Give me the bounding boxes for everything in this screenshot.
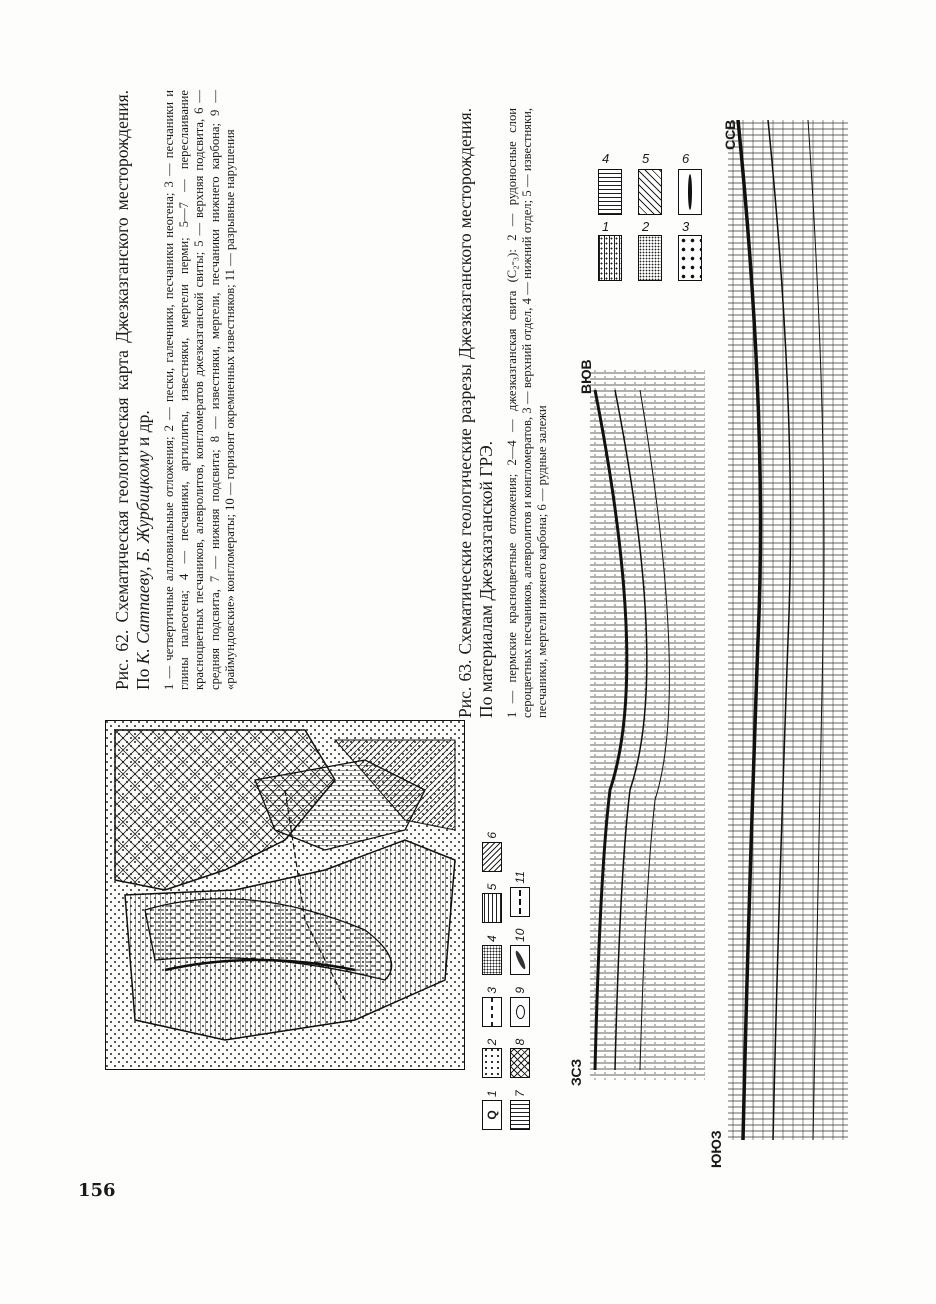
section-legend-swatch-2 [638, 235, 662, 281]
fault-line-icon [519, 890, 521, 914]
figure-62-title-end: и др. [133, 410, 154, 451]
figure-62-author-1: К. Сатпаеву, [133, 566, 154, 665]
legend-swatch-1 [482, 1100, 502, 1130]
legend-item-6 [482, 832, 502, 872]
figure-63-title: Рис. 63. Схематические геологические разрезы Джезказганского месторождения. По материалам Джезказганской ГРЭ. [455, 108, 497, 718]
section-legend-label-1: 1 [602, 219, 610, 234]
figure-62-title [112, 90, 155, 690]
legend-item-5 [482, 884, 502, 924]
figure-63-caption [455, 108, 551, 718]
legend-item-4 [482, 935, 502, 975]
legend-swatch-2 [482, 1048, 502, 1078]
section-legend-swatch-3 [678, 235, 702, 281]
legend-number: 3 [485, 986, 499, 994]
section-legend-label-3: 3 [682, 219, 690, 234]
legend-number: 2 [485, 1038, 499, 1046]
legend-number: 8 [513, 1038, 527, 1046]
legend-number: 1 [485, 1090, 499, 1097]
figure-62-title-text: Рис. 62. Схематическая геологическая карта Джезказганского месторождения. По [112, 90, 154, 690]
section-legend-label-5: 5 [642, 151, 650, 166]
figure-62-caption [112, 90, 238, 690]
legend-item-9 [510, 987, 530, 1027]
figure-62-legend: 1 — четвертичные аллювиальные отложения; 2 — пески, галечники, песчаники неогена; 3 — песчаники и глины палеогена; 4 — песчаники, аргиллиты, известняки, мергели перми; 5—7 — переслаивание красноцветных песчаников, алевролитов, конгломератов джезказганской свиты; 5 — верхняя подсвита, 6 — средняя подсвита, 7 — нижняя подсвита; 8 — известняки, мергели, песчаники нижнего карбона; 9 — «раймундовские» конгломераты; 10 — горизонт окремненных известняков; 11 — разрывные нарушения [161, 90, 238, 690]
cross-section-lower [728, 120, 848, 1140]
legend-item-10 [510, 929, 530, 975]
section-legend-swatch-4 [598, 169, 622, 215]
geologic-map [105, 720, 465, 1070]
legend-item-3 [482, 987, 502, 1027]
cross-section-upper [590, 370, 705, 1080]
section-legend-swatch-6 [678, 169, 702, 215]
legend-item-11 [510, 871, 530, 916]
legend-number: 10 [513, 928, 527, 942]
section-legend-label-6: 6 [682, 151, 690, 166]
figure-63-legend: 1 — пермские красноцветные отложения; 2—4 — джезказганская свита (C₂-₃): 2 — рудоносные слои сероцветных песчаников, алевролитов и конгломератов, 3 — верхний отдел, 4 — нижний отдел; 5 — известняки, песчаники, мергели нижнего карбона; 6 — рудные залежи [504, 108, 550, 718]
legend-number: 5 [485, 883, 499, 891]
page-number: 156 [78, 1180, 116, 1201]
map-legend [482, 710, 538, 1130]
legend-swatch-5 [482, 893, 502, 923]
legend-number: 6 [485, 831, 499, 839]
section-legend-label-2: 2 [642, 219, 650, 234]
lens-symbol-icon [514, 950, 527, 970]
section-label-ssv: ССВ [722, 119, 738, 150]
legend-swatch-10 [510, 945, 530, 975]
legend-swatch-6 [482, 842, 502, 872]
legend-swatch-7 [510, 1100, 530, 1130]
legend-swatch-9 [510, 997, 530, 1027]
section-label-zsz: ЗСЗ [568, 1058, 584, 1086]
section-legend-label-4: 4 [602, 151, 610, 166]
legend-number: 7 [513, 1090, 527, 1097]
section-legend-swatch-5 [638, 169, 662, 215]
map-legend-row-1 [482, 710, 502, 1130]
legend-number: 11 [513, 871, 527, 884]
legend-number: 4 [485, 935, 499, 942]
legend-letter-q: Q [485, 1110, 499, 1120]
legend-swatch-11 [510, 887, 530, 917]
figure-62-author-2: Б. Журбицкому [133, 450, 154, 563]
section-label-yuyuz: ЮЮЗ [708, 1130, 724, 1168]
map-legend-row-2 [510, 710, 530, 1130]
ore-lens-icon [688, 174, 692, 210]
legend-item-8 [510, 1039, 530, 1079]
section-label-vyuv: ВЮВ [578, 359, 594, 394]
legend-item-2 [482, 1039, 502, 1079]
ellipse-symbol-icon [516, 1005, 525, 1019]
legend-number: 9 [513, 986, 527, 994]
legend-item-7 [510, 1090, 530, 1130]
section-legend-swatch-1 [598, 235, 622, 281]
legend-swatch-8 [510, 1048, 530, 1078]
legend-swatch-3 [482, 997, 502, 1027]
legend-item-1 [482, 1090, 502, 1130]
legend-swatch-4 [482, 945, 502, 975]
